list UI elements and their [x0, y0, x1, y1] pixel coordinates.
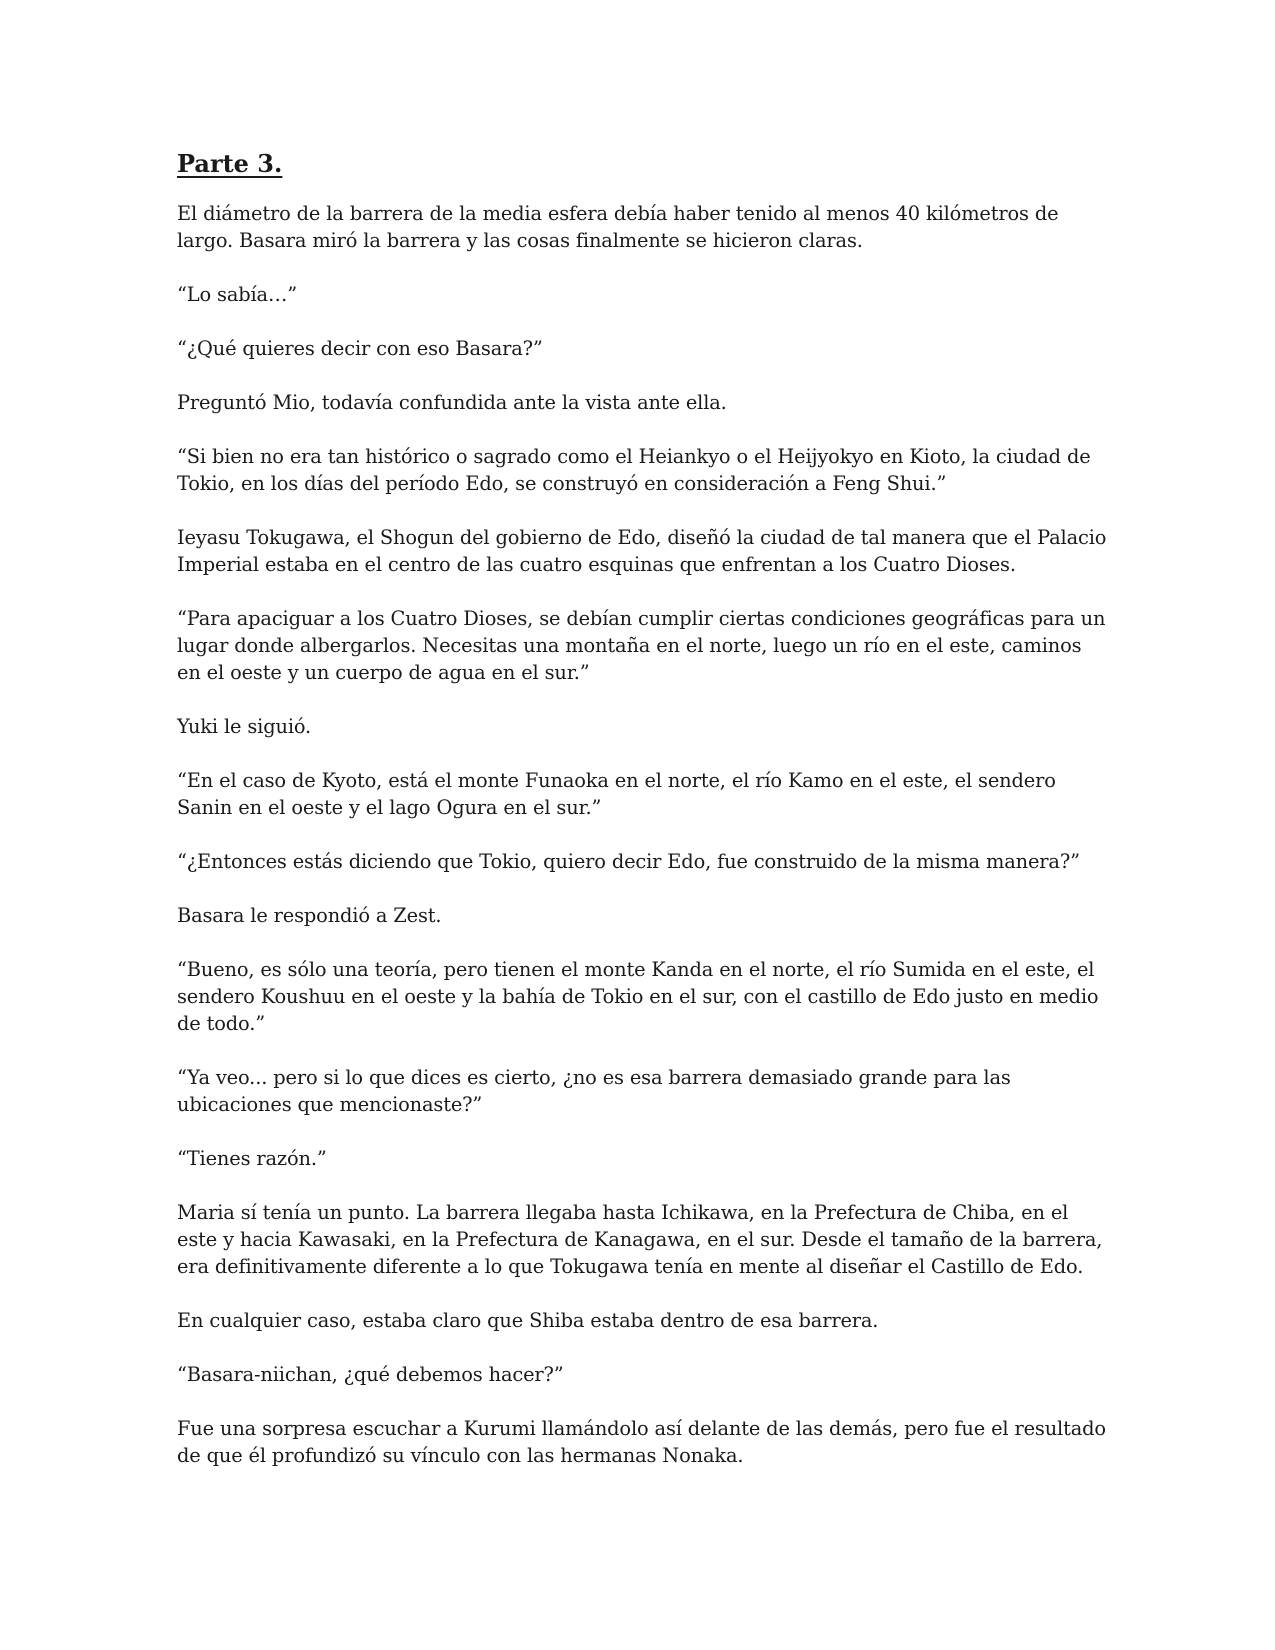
paragraph: “Bueno, es sólo una teoría, pero tienen el monte Kanda en el norte, el río Sumida en el este, el sendero Koushuu en el oeste y la bahía de Tokio en el sur, con el castillo de Edo justo en medio de todo.” — [177, 958, 1099, 1035]
paragraph: “En el caso de Kyoto, está el monte Funaoka en el norte, el río Kamo en el este, el sendero Sanin en el oeste y el lago Ogura en el sur.” — [177, 769, 1056, 819]
paragraph: “¿Qué quieres decir con eso Basara?” — [177, 337, 543, 360]
paragraph: Fue una sorpresa escuchar a Kurumi llamándolo así delante de las demás, pero fue el resultado de que él profundizó su vínculo con las hermanas Nonaka. — [177, 1417, 1106, 1467]
document-page — [177, 148, 1107, 1496]
paragraph: Basara le respondió a Zest. — [177, 904, 442, 927]
paragraph: “Basara-niichan, ¿qué debemos hacer?” — [177, 1363, 564, 1386]
paragraph: Ieyasu Tokugawa, el Shogun del gobierno de Edo, diseñó la ciudad de tal manera que el Palacio Imperial estaba en el centro de las cuatro esquinas que enfrentan a los Cuatro Dioses. — [177, 526, 1107, 576]
paragraph: Yuki le siguió. — [177, 715, 312, 738]
paragraph: “Ya veo... pero si lo que dices es cierto, ¿no es esa barrera demasiado grande para las ubicaciones que mencionaste?” — [177, 1066, 1011, 1116]
paragraph: “¿Entonces estás diciendo que Tokio, quiero decir Edo, fue construido de la misma manera?” — [177, 850, 1080, 873]
paragraph: El diámetro de la barrera de la media esfera debía haber tenido al menos 40 kilómetros de largo. Basara miró la barrera y las cosas finalmente se hicieron claras. — [177, 202, 1059, 252]
paragraph: Maria sí tenía un punto. La barrera llegaba hasta Ichikawa, en la Prefectura de Chiba, en el este y hacia Kawasaki, en la Prefectura de Kanagawa, en el sur. Desde el tamaño de la barrera, era definitivamente diferente a lo que Tokugawa tenía en mente al diseñar el Castillo de Edo. — [177, 1201, 1103, 1278]
paragraph: Preguntó Mio, todavía confundida ante la vista ante ella. — [177, 391, 727, 414]
paragraph: “Para apaciguar a los Cuatro Dioses, se debían cumplir ciertas condiciones geográficas para un lugar donde albergarlos. Necesitas una montaña en el norte, luego un río en el este, caminos en el oeste y un cuerpo de agua en el sur.” — [177, 607, 1106, 684]
paragraph: “Lo sabía…” — [177, 283, 297, 306]
paragraph: “Si bien no era tan histórico o sagrado como el Heiankyo o el Heijyokyo en Kioto, la ciudad de Tokio, en los días del período Edo, se construyó en consideración a Feng Shui.” — [177, 445, 1091, 495]
paragraph: “Tienes razón.” — [177, 1147, 327, 1170]
section-heading: Parte 3. — [177, 149, 283, 178]
paragraph: En cualquier caso, estaba claro que Shiba estaba dentro de esa barrera. — [177, 1309, 879, 1332]
